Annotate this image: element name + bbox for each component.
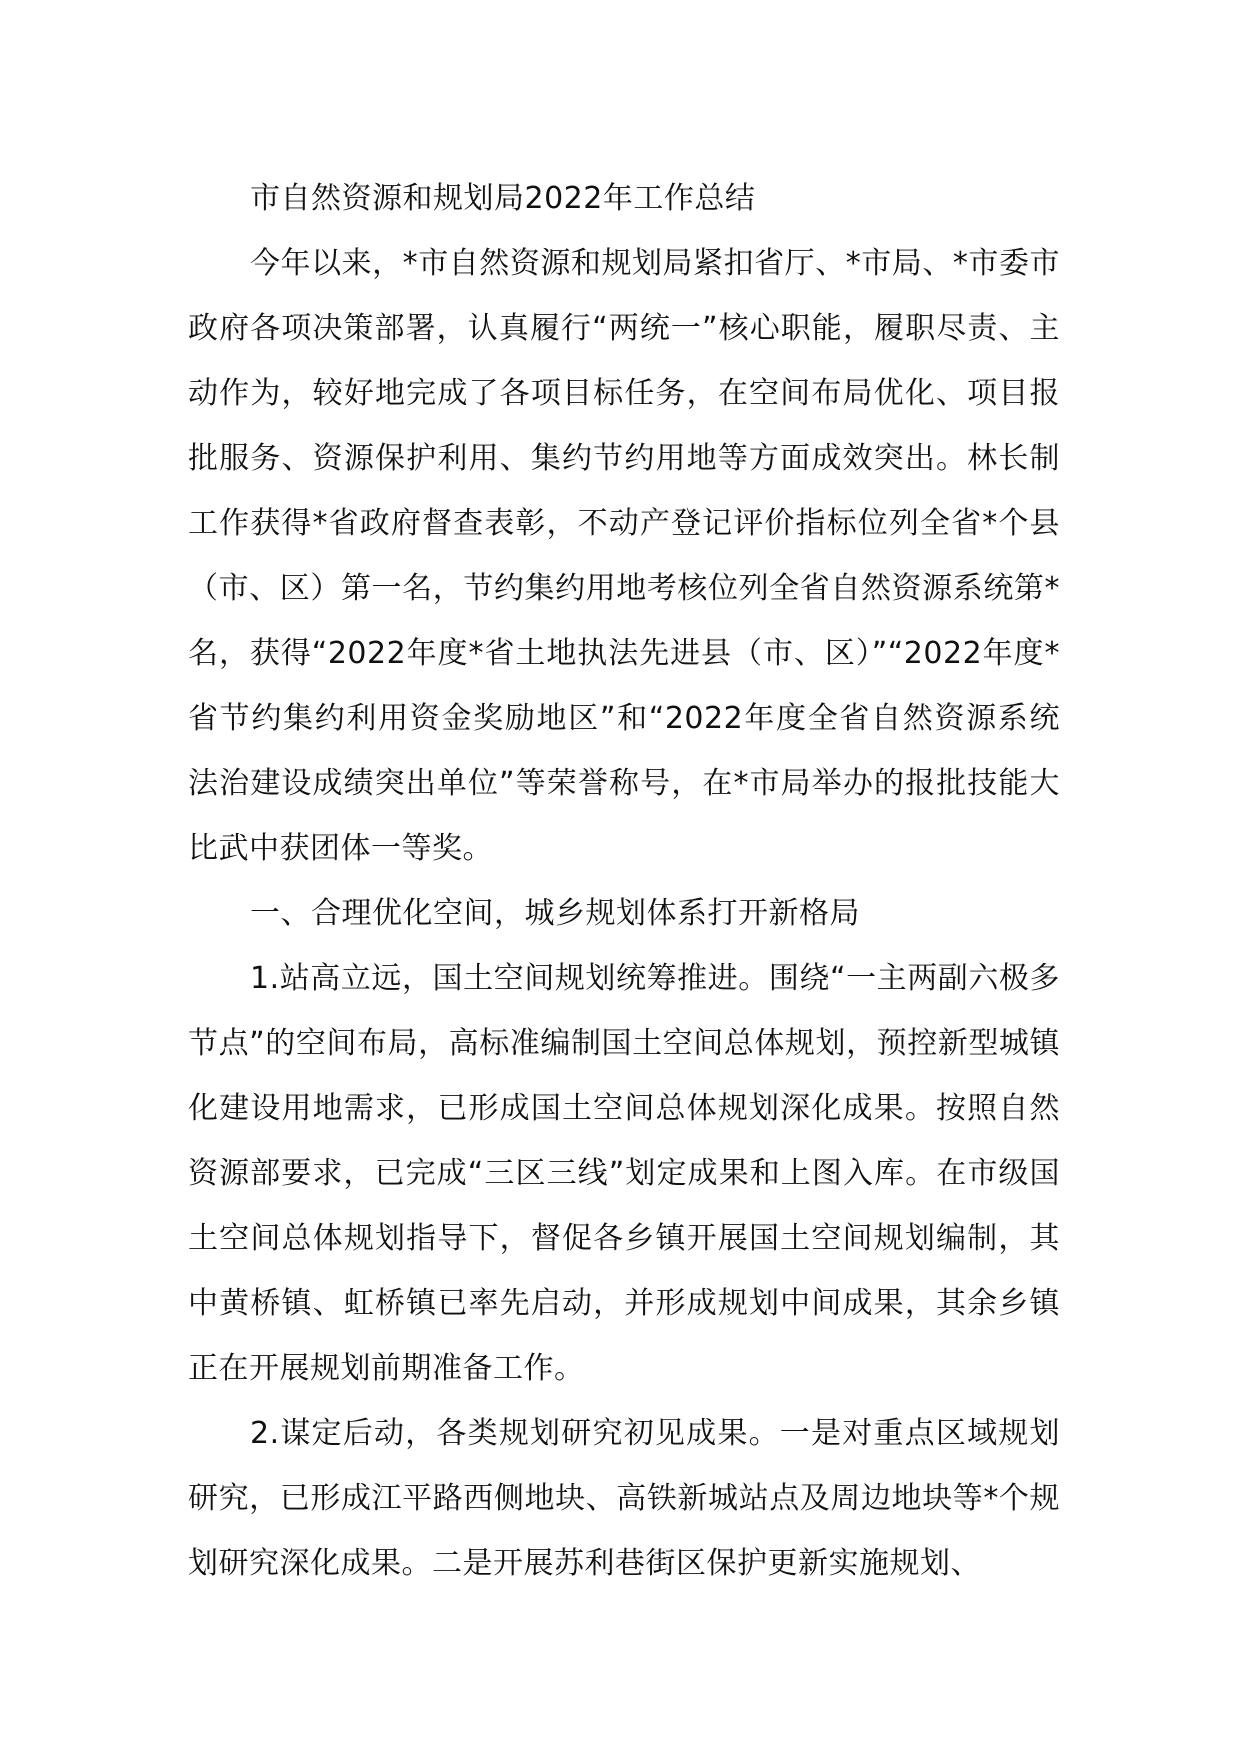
section-heading-1: 一、合理优化空间，城乡规划体系打开新格局	[250, 896, 860, 931]
document-body	[188, 166, 1060, 1596]
paragraph-intro: 今年以来，*市自然资源和规划局紧扣省厅、*市局、*市委市政府各项决策部署，认真履行“两统一”核心职能，履职尽责、主动作为，较好地完成了各项目标任务，在空间布局优化、项目报批服务、资源保护利用、集约节约用地等方面成效突出。林长制工作获得*省政府督查表彰，不动产登记评价指标位列全省*个县（市、区）第一名，节约集约用地考核位列全省自然资源系统第*名，获得“2022年度*省土地执法先进县（市、区）”“2022年度*省节约集约利用资金奖励地区”和“2022年度全省自然资源系统法治建设成绩突出单位”等荣誉称号，在*市局举办的报批技能大比武中获团体一等奖。	[188, 246, 1060, 866]
document-title: 市自然资源和规划局2022年工作总结	[250, 181, 756, 216]
paragraph-item-1: 1.站高立远，国土空间规划统筹推进。围绕“一主两副六极多节点”的空间布局，高标准编制国土空间总体规划，预控新型城镇化建设用地需求，已形成国土空间总体规划深化成果。按照自然资源部要求，已完成“三区三线”划定成果和上图入库。在市级国土空间总体规划指导下，督促各乡镇开展国土空间规划编制，其中黄桥镇、虹桥镇已率先启动，并形成规划中间成果，其余乡镇正在开展规划前期准备工作。	[188, 961, 1060, 1386]
paragraph-item-2: 2.谋定后动，各类规划研究初见成果。一是对重点区域规划研究，已形成江平路西侧地块、高铁新城站点及周边地块等*个规划研究深化成果。二是开展苏利巷街区保护更新实施规划、	[188, 1416, 1060, 1581]
